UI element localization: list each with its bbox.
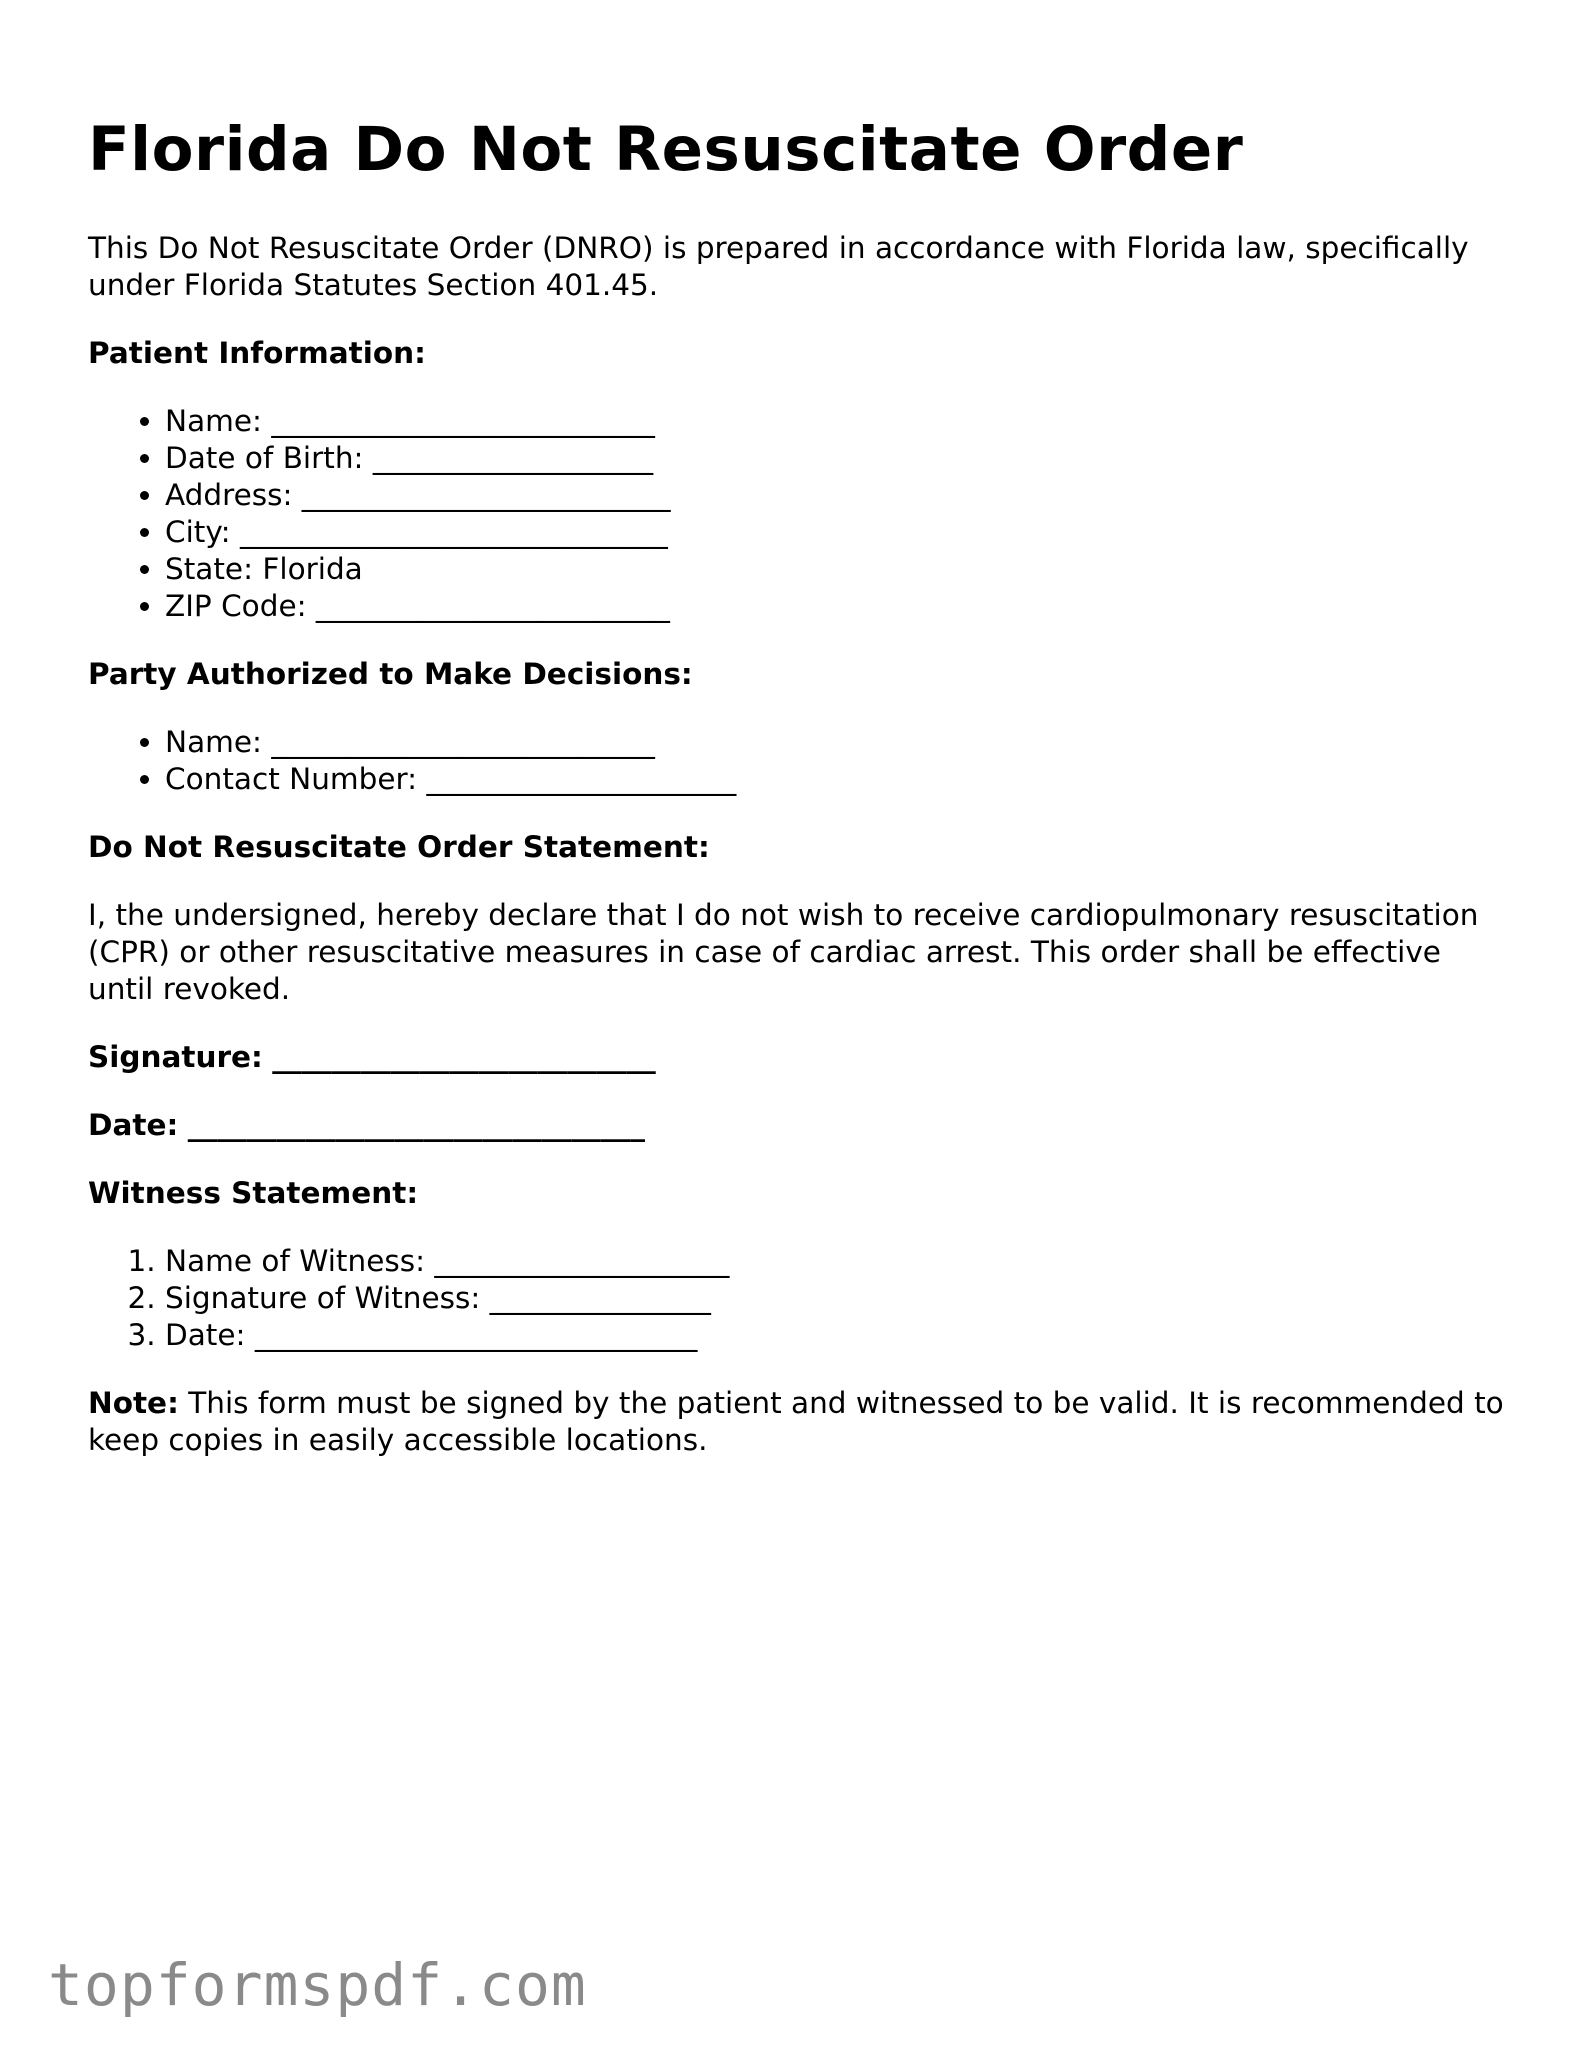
authorized-party-heading: Party Authorized to Make Decisions:	[88, 657, 693, 691]
witness-heading: Witness Statement:	[88, 1176, 419, 1210]
document-title: Florida Do Not Resuscitate Order	[88, 114, 1244, 185]
note-text: This form must be signed by the patient and witnessed to be valid. It is recommended to keep copies in easily accessible locations.	[88, 1386, 1504, 1457]
signature-line	[88, 1039, 1508, 1076]
document-page	[88, 110, 1508, 1490]
patient-state-field: • State: Florida	[165, 551, 1508, 588]
patient-zip-field: • ZIP Code: ________________________	[165, 588, 1508, 625]
patient-dob-field: • Date of Birth: ___________________	[165, 440, 1508, 477]
patient-city-field: • City: _____________________________	[165, 514, 1508, 551]
witness-name-field: 1. Name of Witness: ____________________	[165, 1243, 1508, 1280]
dnr-statement-text: I, the undersigned, hereby declare that I do not wish to receive cardiopulmonary resuscitation (CPR) or other resuscitative measures in case of cardiac arrest. This order shall be effective until revoked.	[88, 898, 1479, 1006]
witness-list	[88, 1243, 1508, 1354]
signature-blank: __________________________	[272, 1040, 656, 1074]
patient-info-list	[88, 403, 1508, 625]
authorized-party-list	[88, 724, 1508, 798]
note-label: Note:	[88, 1386, 179, 1420]
date-label: Date:	[88, 1108, 179, 1142]
patient-info-heading: Patient Information:	[88, 336, 426, 370]
signature-label: Signature:	[88, 1040, 263, 1074]
dnr-statement-heading: Do Not Resuscitate Order Statement:	[88, 830, 710, 864]
date-line	[88, 1107, 1508, 1144]
note-paragraph	[88, 1385, 1508, 1459]
watermark-text: topformspdf.com	[48, 1951, 587, 2019]
intro-paragraph: This Do Not Resuscitate Order (DNRO) is prepared in accordance with Florida law, specifically under Florida Statutes Section 401.45.	[88, 231, 1469, 302]
party-name-field: • Name: __________________________	[165, 724, 1508, 761]
patient-name-field: • Name: __________________________	[165, 403, 1508, 440]
date-blank: _______________________________	[187, 1108, 645, 1142]
witness-date-field: 3. Date: ______________________________	[165, 1317, 1508, 1354]
witness-signature-field: 2. Signature of Witness: _______________	[165, 1280, 1508, 1317]
patient-address-field: • Address: _________________________	[165, 477, 1508, 514]
party-contact-field: • Contact Number: _____________________	[165, 761, 1508, 798]
